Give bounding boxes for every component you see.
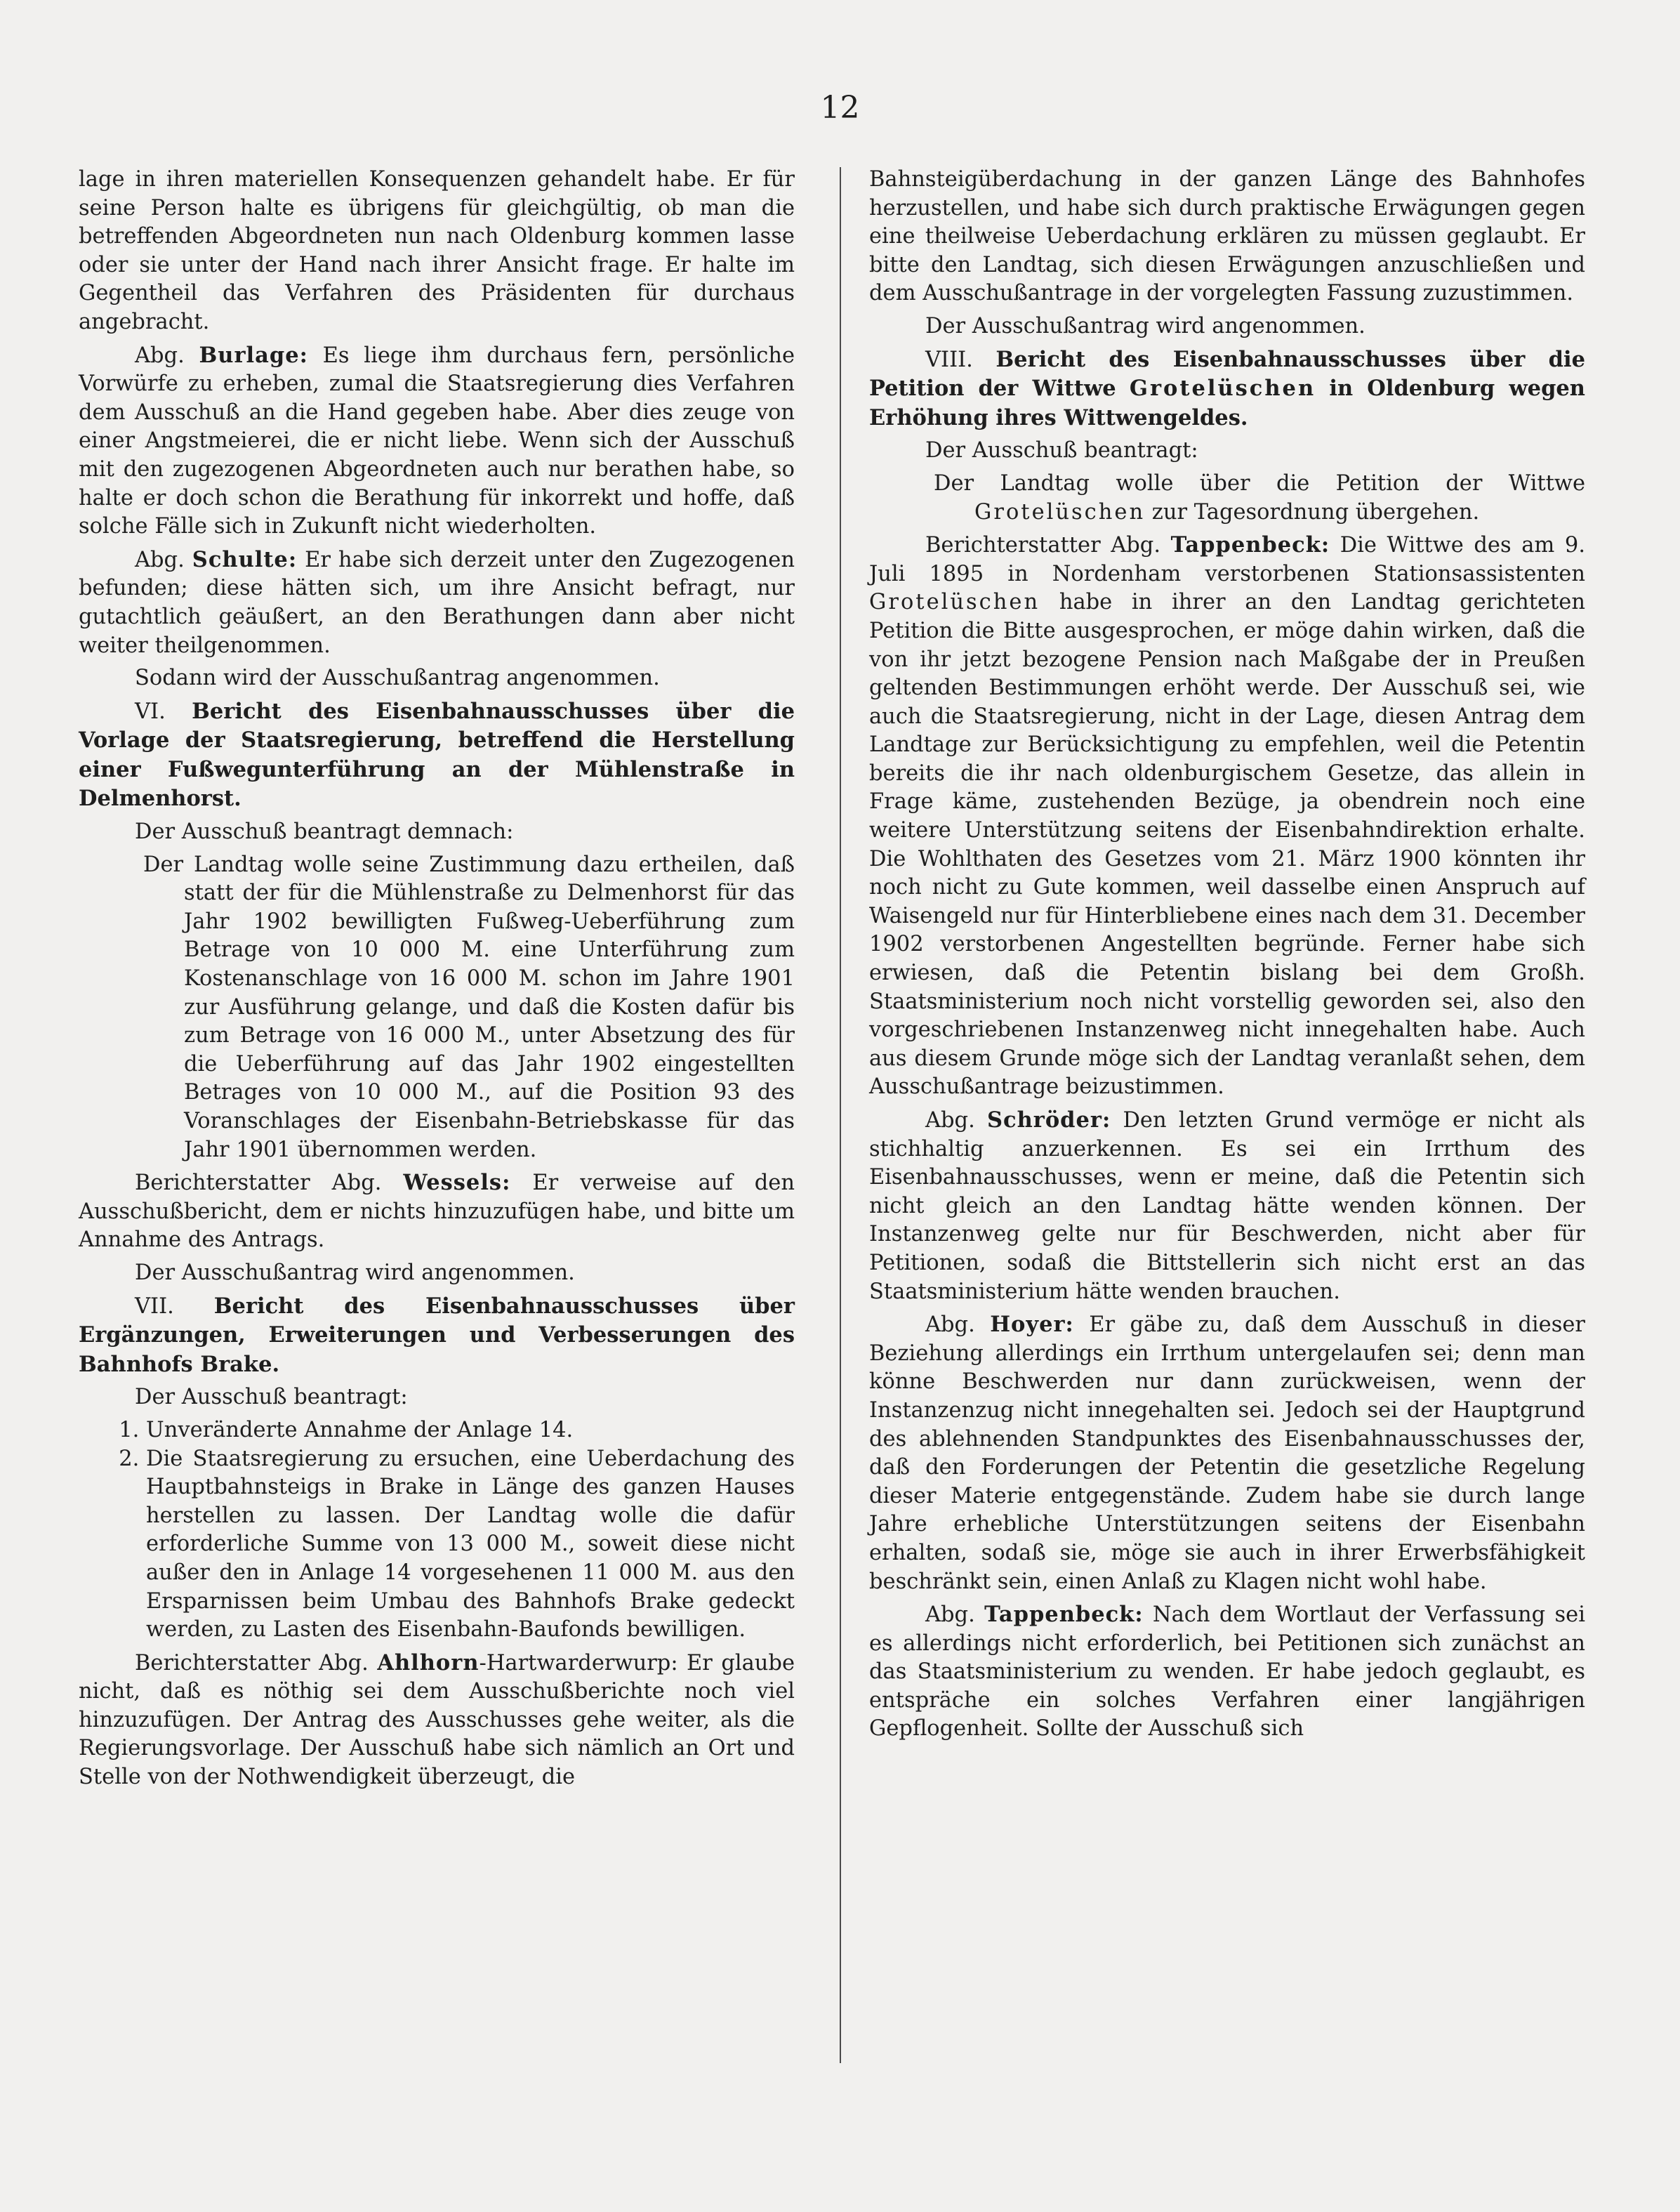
page-number: 12 [820,90,860,126]
speech-burlage [79,341,795,541]
speech-text: Den letzten Grund vermöge er nicht als stichhaltig anzuerkennen. Es sei ein Irrthum des Eisenbahnausschusses, wenn er meine, daß die Petentin sich nicht gleich an den Landtag hätte wenden können. Der Instanzenweg gelte nur für Beschwerden, nicht aber für Petitionen, sodaß die Bittstellerin sich nicht erst an das Staatsministerium hätte wenden brauchen. [869,1108,1585,1304]
petitioner-name: Grotelüschen [1129,376,1316,402]
section-number: VIII. [925,347,973,372]
speech-schroeder [869,1106,1585,1306]
speaker-name: Ahlhorn [377,1650,479,1676]
right-column [869,166,1585,1748]
speech-wessels [79,1168,795,1255]
motion-text [934,470,1585,527]
speech-hoyer [869,1310,1585,1596]
motion-text-part: Der Landtag wolle über die Petition der Wittwe [934,470,1585,496]
speech-text: Es liege ihm durchaus fern, persönliche Vorwürfe zu erheben, zumal die Staatsregierung dies Verfahren dem Ausschuß an die Hand gegeben habe. Aber dies zeuge von einer Angstmeierei, die er nicht liebe. Wenn sich der Ausschuß mit den zugezogenen Abgeordneten auch nur berathen habe, so halte er doch schon die Berathung für inkorrekt und hoffe, daß solche Fälle sich in Zukunft nicht wiederholten. [79,343,795,539]
motion-list [79,1416,795,1645]
speech-text: -Hartwarderwurp: Er glaube nicht, daß es nöthig sei dem Ausschußberichte noch viel hinzuzufügen. Der Antrag des Ausschusses gehe weiter, als die Regierungsvorlage. Der Ausschuß habe sich nämlich an Ort und Stelle von der Nothwendigkeit überzeugt, die [79,1650,795,1790]
section-heading-vi [79,697,795,814]
section-title: Bericht des Eisenbahnausschusses über die Petition der Wittwe [869,346,1585,402]
speech-text-cont: habe in ihrer an den Landtag gerichteten Petition die Bitte ausgesprochen, er möge dahin wirken, daß die von ihr jetzt bezogene Pension nach Maßgabe der in Preußen geltenden Bestimmungen erhöht werde. Der Ausschuß sei, wie auch die Staatsregierung, nicht in der Lage, diesen Antrag dem Landtage zur Berücksichtigung zu empfehlen, weil die Petentin bereits die ihr nach oldenburgischem Gesetze, das allein in Frage käme, zustehenden Bezüge, ja obendrein noch eine weitere Unterstützung seitens der Eisenbahndirektion erhalte. Die Wohlthaten des Gesetzes vom 21. März 1900 könnten ihr noch nicht zu Gute kommen, weil dasselbe einen Anspruch auf Waisengeld nur für Hinterbliebene eines nach dem 31. December 1902 verstorbenen Angestellten begründe. Ferner habe sich erwiesen, daß die Petentin bislang bei dem Großh. Staatsministerium noch nicht vorstellig geworden sei, also den vorgeschriebenen Instanzenweg nicht innegehalten habe. Auch aus diesem Grunde möge sich der Landtag veranlaßt sehen, dem Ausschußantrage beizustimmen. [869,590,1585,1100]
speech-ahlhorn [79,1649,795,1792]
speaker-name: Burlage: [199,342,308,368]
resolution-text: Der Ausschußantrag wird angenommen. [925,313,1365,338]
paragraph-continuation: lage in ihren materiellen Konsequenzen gehandelt habe. Er für seine Person halte es übrigens für gleichgültig, ob man die betreffenden Abgeordneten nun nach Oldenburg kommen lasse oder sie unter der Hand nach ihrer Ansicht frage. Er halte im Gegentheil das Verfahren des Präsidenten für durchaus angebracht. [79,167,795,334]
speech-text: Nach dem Wortlaut der Verfassung sei es allerdings nicht erforderlich, bei Petitionen sich zunächst an das Staatsministerium zu wenden. Er habe jedoch geglaubt, es entspräche ein solches Verfahren einer langjährigen Gepflogenheit. Sollte der Ausschuß sich [869,1602,1585,1742]
speech-schulte [79,546,795,660]
resolution-text: Sodann wird der Ausschußantrag angenommen. [135,666,660,691]
petitioner-name: Grotelüschen [974,499,1146,525]
section-number: VII. [135,1293,174,1319]
speaker-name: Hoyer: [990,1312,1074,1338]
speech-tappenbeck-2 [869,1600,1585,1744]
speaker-name: Tappenbeck: [1170,532,1330,558]
resolution-text: Der Ausschußantrag wird angenommen. [135,1260,575,1285]
motion-text: Der Landtag wolle seine Zustimmung dazu ertheilen, daß statt der für die Mühlenstraße zu Delmenhorst für das Jahr 1902 bewilligten Fußweg-Ueberführung zum Betrage von 10 000 M. eine Unterführung zum Kostenanschlage von 16 000 M. schon im Jahre 1901 zur Ausführung gelange, und daß die Kosten dafür bis zum Betrage von 16 000 M., unter Absetzung des für die Ueberführung auf das Jahr 1902 eingestellten Betrages von 10 000 M., auf die Position 93 des Voranschlages der Eisenbahn-Betriebskasse für das Jahr 1901 übernommen werden. [143,852,795,1162]
left-column [79,166,795,1796]
list-item: 2. Die Staatsregierung zu ersuchen, eine Ueberdachung des Hauptbahnsteigs in Brake in Länge des ganzen Hauses herstellen zu lassen. Der Landtag wolle die dafür erforderliche Summe von 13 000 M., soweit diese nicht außer den in Anlage 14 vorgesehenen 11 000 M. aus den Ersparnissen beim Umbau des Bahnhofs Brake gedeckt werden, zu Lasten des Eisenbahn-Baufonds bewilligen. [146,1445,795,1645]
speaker-prefix: Berichterstatter Abg. [135,1171,382,1196]
paragraph-continuation: Bahnsteigüberdachung in der ganzen Länge des Bahnhofes herzustellen, und habe sich durch praktische Erwägungen gegen eine theilweise Ueberdachung erklären zu müssen geglaubt. Er bitte den Landtag, sich diesen Erwägungen anzuschließen und dem Ausschußantrage in der vorgelegten Fassung zuzustimmen. [869,167,1585,306]
speaker-prefix: Abg. [925,1108,975,1133]
motion-intro: Der Ausschuß beantragt: [135,1385,408,1410]
speech-text: Die Wittwe des am 9. Juli 1895 in Nordenham verstorbenen Stationsassistenten [869,533,1586,586]
section-heading-viii [869,345,1585,433]
section-heading-vii [79,1292,795,1380]
speaker-prefix: Berichterstatter Abg. [135,1650,369,1676]
speaker-name: Wessels: [403,1170,511,1196]
motion-intro: Der Ausschuß beantragt: [925,438,1198,463]
motion-text-part: zur Tagesordnung übergehen. [1151,499,1480,525]
section-title: Bericht des Eisenbahnausschusses über Ergänzungen, Erweiterungen und Verbesserungen des Bahnhofs Brake. [79,1293,795,1377]
speaker-prefix: Abg. [925,1312,975,1338]
speech-text: Er gäbe zu, daß dem Ausschuß in dieser Beziehung allerdings ein Irrthum untergelaufen sei; denn man könne Beschwerden nur dann zurückweisen, wenn der Instanzenzug nicht innegehalten sei. Jedoch sei der Hauptgrund des ablehnenden Standpunktes des Eisenbahnausschusses der, daß den Forderungen der Petentin die gesetzliche Regelung dieser Materie entgegenstände. Zudem habe sie durch lange Jahre erhebliche Unterstützungen seitens der Eisenbahn erhalten, sodaß sie, möge sie auch in ihrer Erwerbsfähigkeit beschränkt sein, einen Anlaß zu Klagen nicht wohl habe. [869,1312,1585,1594]
speech-text: Er verweise auf den Ausschußbericht, dem er nichts hinzuzufügen habe, und bitte um Annahme des Antrags. [79,1171,795,1253]
petitioner-name: Grotelüschen [869,590,1040,615]
speaker-prefix: Berichterstatter Abg. [925,533,1161,558]
speaker-name: Schröder: [987,1107,1111,1133]
motion-intro: Der Ausschuß beantragt demnach: [135,819,514,845]
speaker-prefix: Abg. [135,343,185,368]
list-item: 1. Unveränderte Annahme der Anlage 14. [146,1416,795,1445]
speaker-prefix: Abg. [135,547,185,572]
speaker-name: Schulte: [192,546,298,572]
column-divider [840,167,841,2063]
section-title-cont: in Oldenburg wegen Erhöhung ihres Wittwengeldes. [869,376,1585,430]
section-title: Bericht des Eisenbahnausschusses über die Vorlage der Staatsregierung, betreffend die Herstellung einer Fußwegunterführung an der Mühlenstraße in Delmenhorst. [79,698,795,812]
speaker-prefix: Abg. [925,1602,975,1628]
speech-text: Er habe sich derzeit unter den Zugezogenen befunden; diese hätten sich, um ihre Ansicht befragt, nur gutachtlich geäußert, an den Berathungen dann aber nicht weiter theilgenommen. [79,547,795,658]
section-number: VI. [135,699,166,724]
speaker-name: Tappenbeck: [984,1602,1144,1628]
speech-tappenbeck [869,531,1585,1102]
